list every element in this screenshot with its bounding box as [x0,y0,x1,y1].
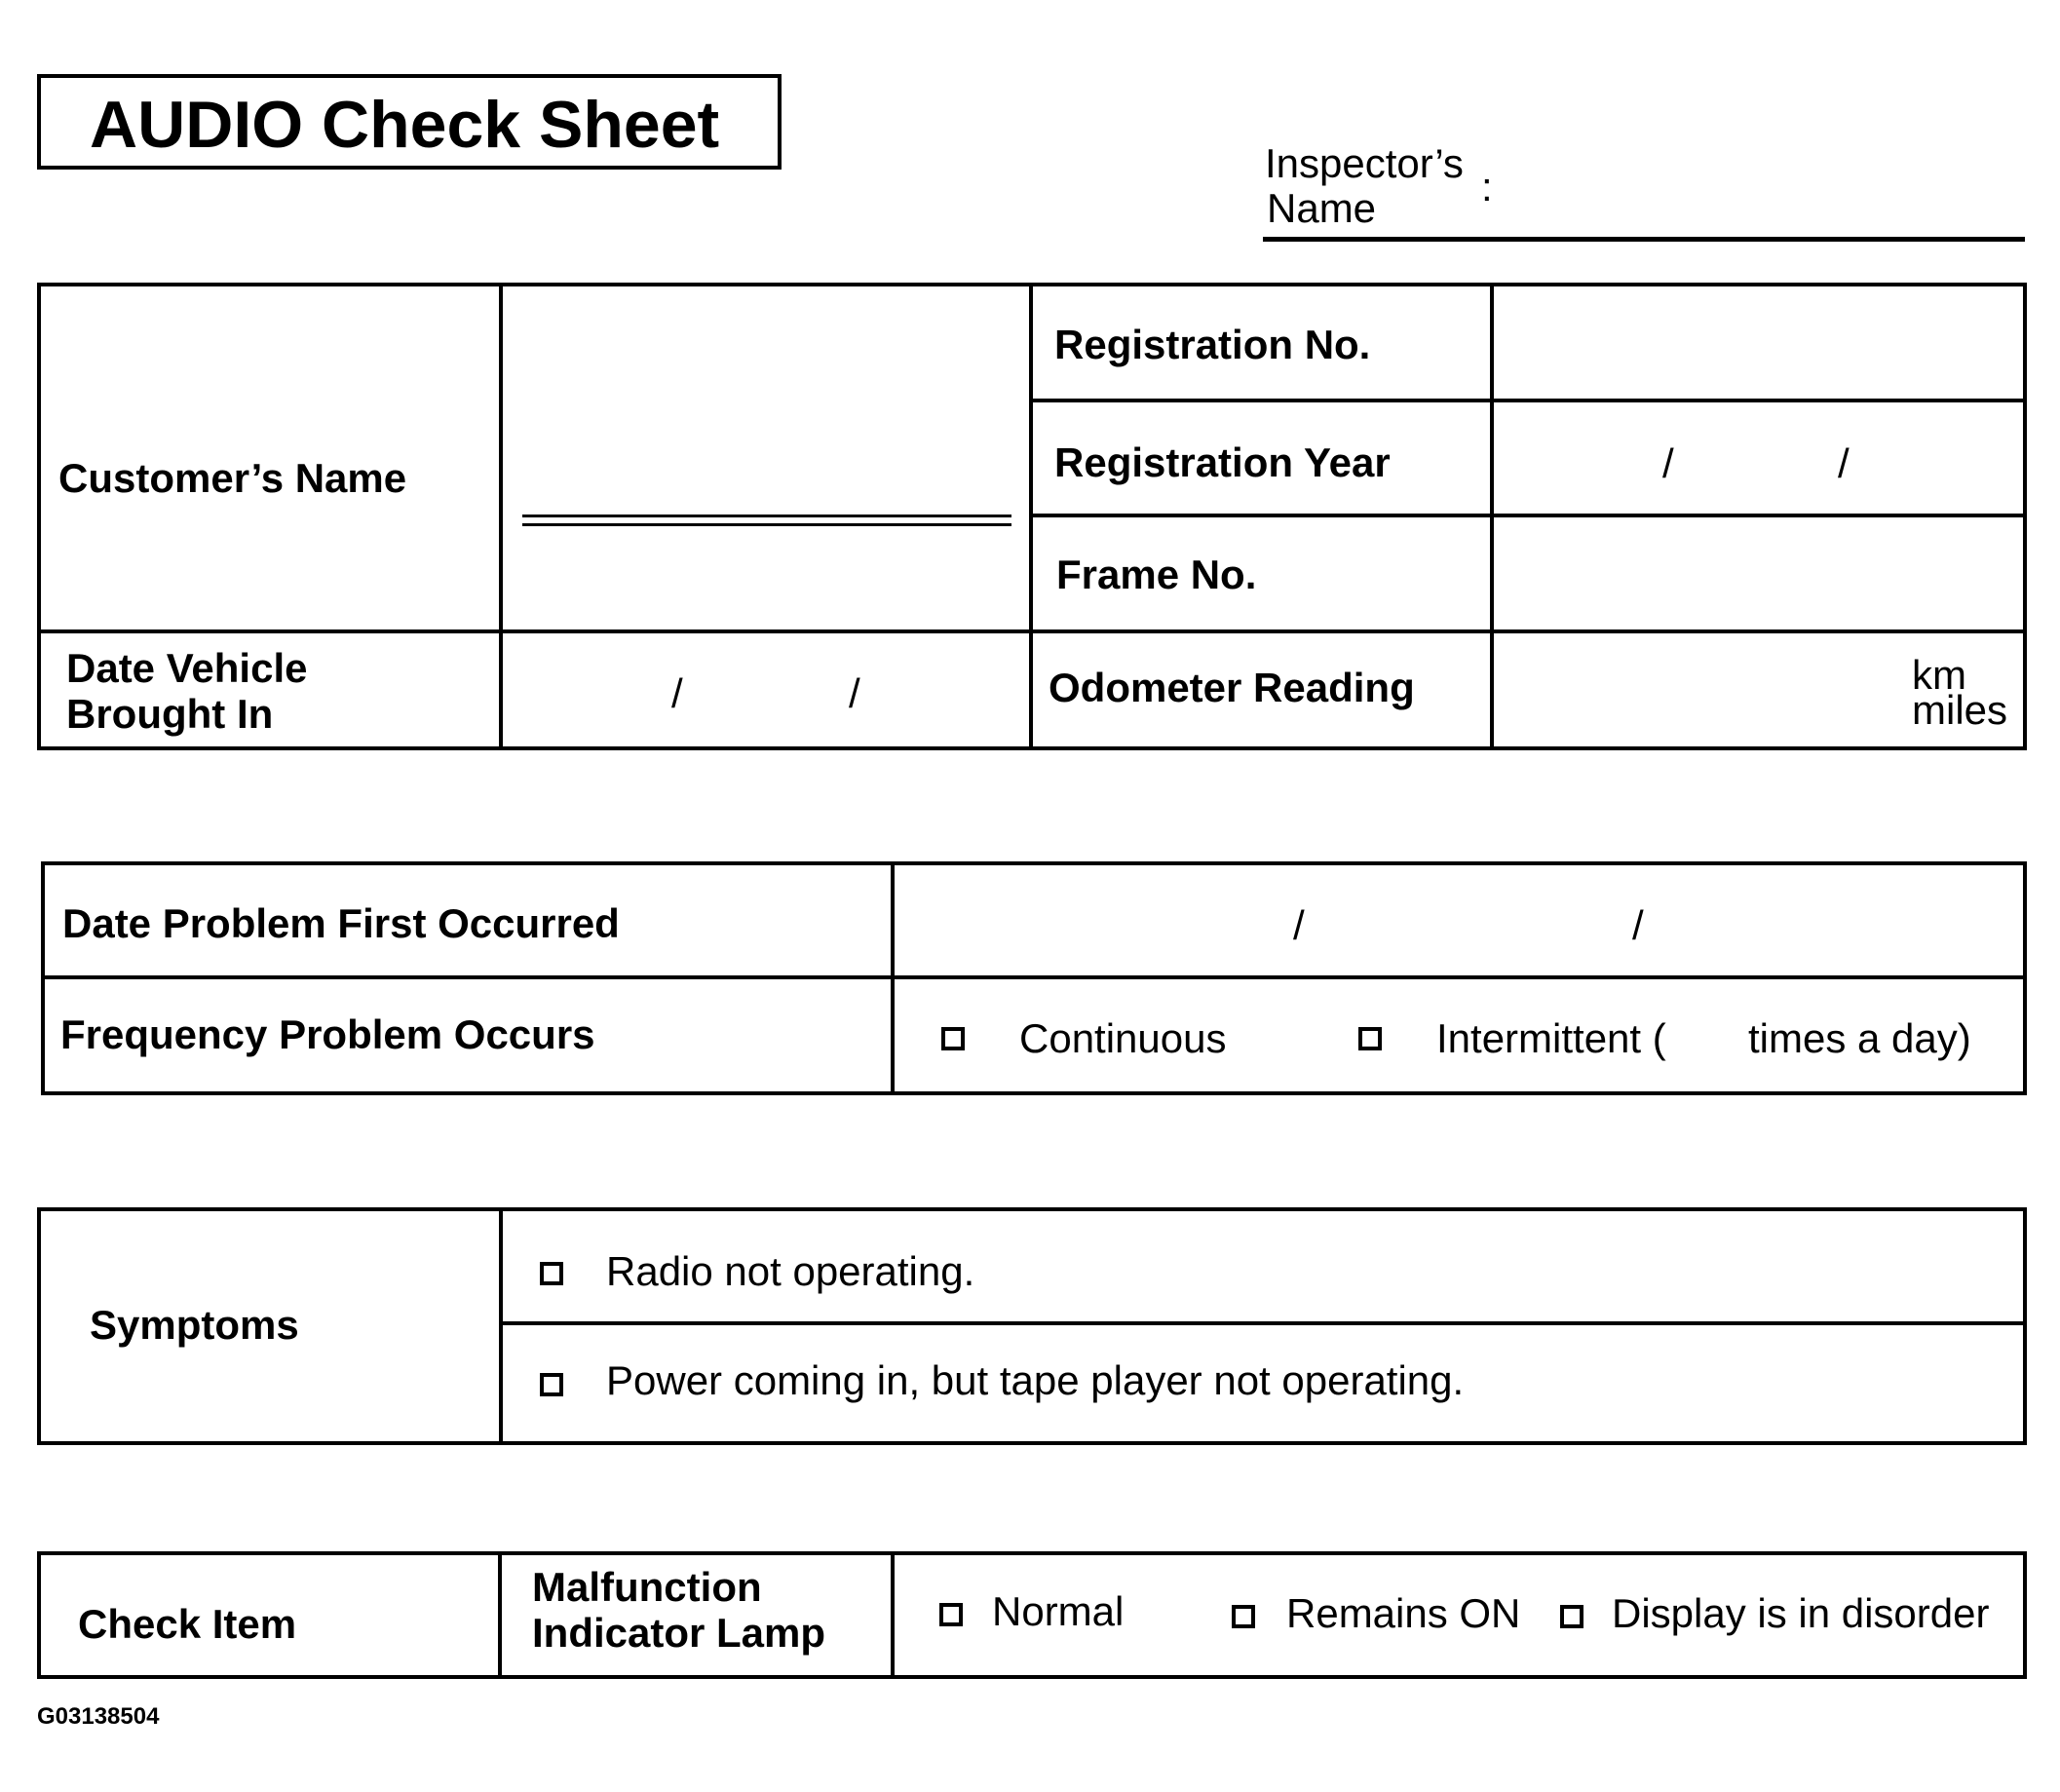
symptoms-table [37,1207,2027,1445]
odometer-label: Odometer Reading [1049,665,1415,710]
date-vehicle-label-line1: Date Vehicle [66,645,308,691]
symptoms-table-row-line [499,1321,2027,1325]
date-separator: / [1838,440,1850,486]
vehicle-table-row-line [1029,399,2027,402]
remains-on-checkbox[interactable] [1232,1605,1255,1628]
customer-name-field-underline [522,523,1011,526]
radio-not-operating-checkbox[interactable] [540,1262,563,1285]
problem-table-row-line [41,975,2027,979]
inspector-colon: : [1481,164,1493,210]
date-separator: / [849,670,860,716]
frame-no-field[interactable] [1495,518,2023,628]
customer-name-label: Customer’s Name [58,455,407,501]
customer-name-field[interactable] [522,515,1011,517]
symptoms-label: Symptoms [90,1302,299,1348]
tape-player-label: Power coming in, but tape player not operating. [606,1357,1465,1403]
figure-code: G03138504 [37,1703,160,1730]
display-disorder-checkbox[interactable] [1560,1605,1583,1628]
radio-not-operating-label: Radio not operating. [606,1248,975,1294]
date-vehicle-field[interactable] [504,633,1028,748]
frame-no-label: Frame No. [1056,552,1257,597]
date-separator: / [1293,902,1305,948]
date-separator: / [671,670,683,716]
inspector-label-line1: Inspector’s [1265,140,1464,186]
display-disorder-label: Display is in disorder [1612,1590,1990,1636]
registration-year-label: Registration Year [1054,439,1391,485]
remains-on-label: Remains ON [1286,1590,1521,1636]
tape-player-checkbox[interactable] [540,1373,563,1396]
vehicle-table-divider [499,283,503,750]
continuous-label: Continuous [1019,1015,1227,1061]
date-first-occurred-label: Date Problem First Occurred [62,900,620,946]
date-first-occurred-field[interactable] [896,865,2022,974]
normal-checkbox[interactable] [939,1603,963,1626]
continuous-checkbox[interactable] [941,1027,965,1050]
malfunction-label-line2: Indicator Lamp [532,1610,826,1656]
intermittent-checkbox[interactable] [1358,1027,1382,1050]
intermittent-label: Intermittent ( [1436,1015,1666,1061]
date-separator: / [1632,902,1644,948]
page-title: AUDIO Check Sheet [90,88,720,162]
registration-no-label: Registration No. [1054,322,1371,367]
date-vehicle-label-line2: Brought In [66,691,274,737]
registration-no-field[interactable] [1495,285,2023,398]
check-item-table-divider [498,1551,502,1679]
date-separator: / [1662,440,1674,486]
inspector-label-line2: Name [1267,185,1377,231]
symptoms-table-divider [499,1207,503,1445]
times-a-day-label: times a day) [1748,1015,1971,1061]
vehicle-table-row-line [1029,514,2027,517]
times-a-day-field[interactable] [1672,1010,1746,1064]
normal-label: Normal [992,1588,1125,1634]
malfunction-label-line1: Malfunction [532,1564,762,1610]
frequency-label: Frequency Problem Occurs [60,1011,595,1057]
check-item-table-divider [891,1551,895,1679]
unit-miles: miles [1912,687,2008,733]
registration-year-field[interactable] [1495,403,2023,513]
unit-km: km [1912,652,1966,698]
check-item-label: Check Item [78,1601,297,1647]
inspector-name-field[interactable] [1263,237,2025,242]
title-box [37,74,782,170]
